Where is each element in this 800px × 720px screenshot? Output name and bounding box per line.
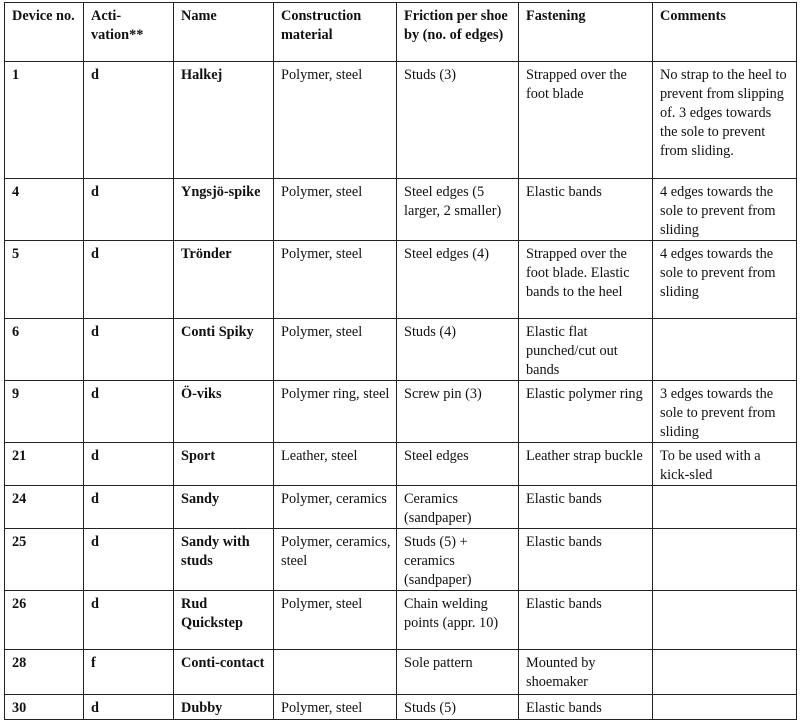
name-cell: Halkej [174,62,274,179]
table-row [5,591,797,650]
comments-cell [653,695,797,720]
device-no-cell: 5 [5,241,84,319]
friction-cell: Studs (3) [397,62,519,179]
name-cell: Ö-viks [174,381,274,443]
fastening-cell: Mounted by shoemaker [519,650,653,695]
name-cell: Yngsjö-spike [174,179,274,241]
name-cell: Sport [174,443,274,486]
name-cell: Rud Quickstep [174,591,274,650]
material-cell: Polymer, steel [274,241,397,319]
fastening-cell: Elastic flat punched/cut out bands [519,319,653,381]
material-cell: Leather, steel [274,443,397,486]
activation-cell: d [84,443,174,486]
header-comments: Comments [653,3,797,62]
material-cell: Polymer, steel [274,319,397,381]
comments-cell: 4 edges towards the sole to prevent from sliding [653,241,797,319]
header-construction-material: Construction material [274,3,397,62]
table-row [5,241,797,319]
comments-cell [653,319,797,381]
activation-cell: d [84,591,174,650]
fastening-cell: Elastic bands [519,179,653,241]
header-row [5,3,797,62]
material-cell: Polymer, ceramics, steel [274,529,397,591]
table-row [5,319,797,381]
fastening-cell: Leather strap buckle [519,443,653,486]
name-cell: Sandy [174,486,274,529]
device-no-cell: 30 [5,695,84,720]
comments-cell [653,591,797,650]
friction-cell: Studs (5) [397,695,519,720]
header-name: Name [174,3,274,62]
friction-cell: Studs (4) [397,319,519,381]
fastening-cell: Elastic bands [519,486,653,529]
name-cell: Dubby [174,695,274,720]
fastening-cell: Strapped over the foot blade [519,62,653,179]
activation-cell: d [84,62,174,179]
material-cell [274,650,397,695]
table-row [5,529,797,591]
device-table-container [4,2,797,720]
header-fastening: Fastening [519,3,653,62]
name-cell: Sandy with studs [174,529,274,591]
friction-cell: Steel edges (5 larger, 2 smaller) [397,179,519,241]
comments-cell [653,486,797,529]
activation-cell: d [84,695,174,720]
friction-cell: Chain welding points (appr. 10) [397,591,519,650]
material-cell: Polymer, steel [274,695,397,720]
table-row [5,486,797,529]
friction-cell: Studs (5) + ceramics (sandpaper) [397,529,519,591]
table-row [5,381,797,443]
fastening-cell: Elastic polymer ring [519,381,653,443]
table-row [5,179,797,241]
name-cell: Conti-contact [174,650,274,695]
device-no-cell: 6 [5,319,84,381]
comments-cell: 4 edges towards the sole to prevent from sliding [653,179,797,241]
table-row [5,695,797,720]
comments-cell: No strap to the heel to prevent from slipping of. 3 edges towards the sole to prevent from sliding. [653,62,797,179]
material-cell: Polymer, steel [274,179,397,241]
device-no-cell: 24 [5,486,84,529]
header-device-no: Device no. [5,3,84,62]
material-cell: Polymer, steel [274,62,397,179]
device-no-cell: 1 [5,62,84,179]
fastening-cell: Elastic bands [519,695,653,720]
device-no-cell: 25 [5,529,84,591]
material-cell: Polymer, steel [274,591,397,650]
friction-cell: Steel edges (4) [397,241,519,319]
material-cell: Polymer, ceramics [274,486,397,529]
friction-cell: Steel edges [397,443,519,486]
activation-cell: d [84,486,174,529]
name-cell: Conti Spiky [174,319,274,381]
activation-cell: f [84,650,174,695]
device-no-cell: 21 [5,443,84,486]
name-cell: Trönder [174,241,274,319]
friction-cell: Ceramics (sandpaper) [397,486,519,529]
friction-cell: Screw pin (3) [397,381,519,443]
device-table [4,2,797,720]
table-row [5,62,797,179]
fastening-cell: Elastic bands [519,591,653,650]
device-no-cell: 26 [5,591,84,650]
device-no-cell: 9 [5,381,84,443]
fastening-cell: Elastic bands [519,529,653,591]
comments-cell: 3 edges towards the sole to prevent from sliding [653,381,797,443]
material-cell: Polymer ring, steel [274,381,397,443]
header-activation: Acti-vation** [84,3,174,62]
activation-cell: d [84,529,174,591]
activation-cell: d [84,381,174,443]
fastening-cell: Strapped over the foot blade. Elastic bands to the heel [519,241,653,319]
comments-cell: To be used with a kick-sled [653,443,797,486]
activation-cell: d [84,319,174,381]
header-friction: Friction per shoe by (no. of edges) [397,3,519,62]
activation-cell: d [84,179,174,241]
table-row [5,443,797,486]
friction-cell: Sole pattern [397,650,519,695]
device-no-cell: 4 [5,179,84,241]
table-row [5,650,797,695]
device-no-cell: 28 [5,650,84,695]
comments-cell [653,650,797,695]
activation-cell: d [84,241,174,319]
comments-cell [653,529,797,591]
